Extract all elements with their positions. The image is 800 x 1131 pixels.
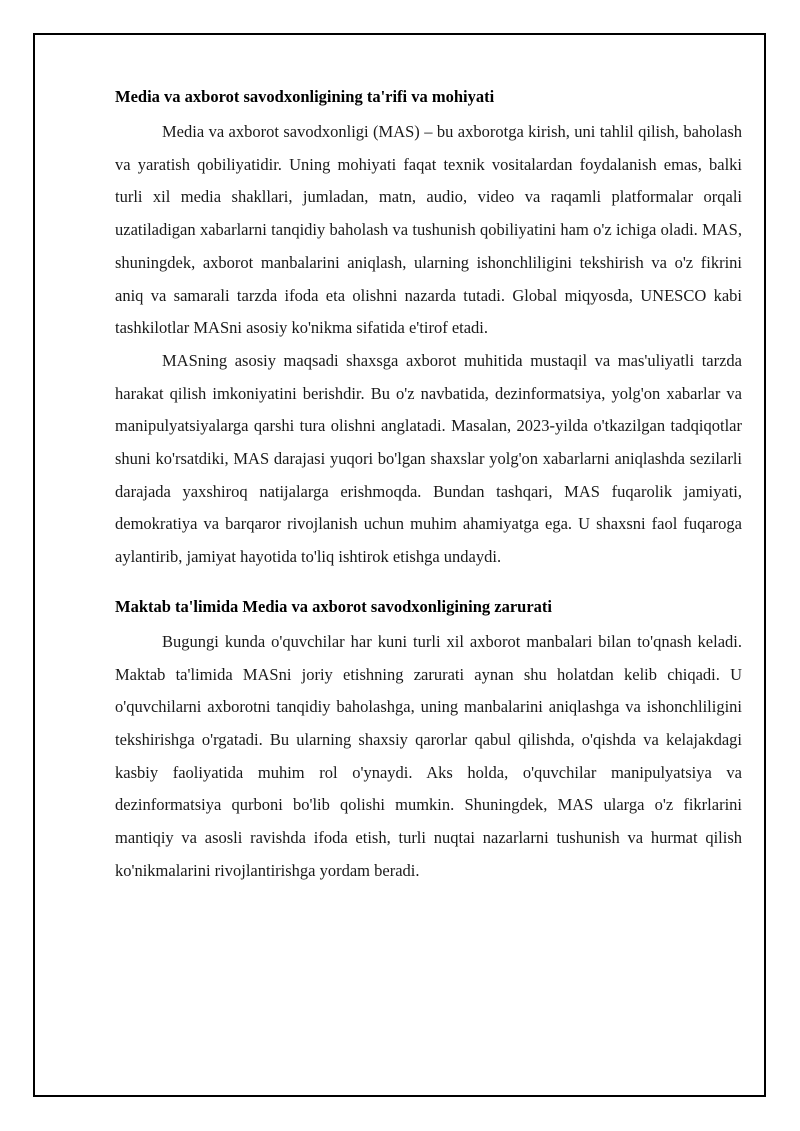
document-body (115, 86, 742, 887)
paragraph-necessity: Bugungi kunda o'quvchilar har kuni turli xil axborot manbalari bilan to'qnash keladi. Maktab ta'limida MASni joriy etishning zarurati aynan shu holatdan kelib chiqadi. U o'quvchilarni axborotni tanqidiy baholashga, uning manbalarini aniqlashga va ishonchliligini tekshirishga o'rgatadi. Bu ularning shaxsiy qarorlar qabul qilishda, o'qishda va kelajakdagi kasbiy faoliyatida muhim rol o'ynaydi. Aks holda, o'quvchilar manipulyatsiya va dezinformatsiya qurboni bo'lib qolishi mumkin. Shuningdek, MAS ularga o'z fikrlarini mantiqiy va asosli ravishda ifoda etish, turli nuqtai nazarlarni tushunish va hurmat qilish ko'nikmalarini rivojlantirishga yordam beradi. (115, 631, 742, 880)
paragraph-purpose: MASning asosiy maqsadi shaxsga axborot muhitida mustaqil va mas'uliyatli tarzda harakat qilish imkoniyatini berishdir. Bu o'z navbatida, dezinformatsiya, yolg'on xabarlar va manipulyatsiyalarga qarshi tura olishni anglatadi. Masalan, 2023-yilda o'tkazilgan tadqiqotlar shuni ko'rsatdiki, MAS darajasi yuqori bo'lgan shaxslar yolg'on xabarlarni aniqlashda sezilarli darajada yaxshiroq natijalarga erishmoqda. Bundan tashqari, MAS fuqarolik jamiyati, demokratiya va barqaror rivojlanish uchun muhim ahamiyatga ega. U shaxsni faol fuqaroga aylantirib, jamiyat hayotida to'liq ishtirok etishga undaydi. (115, 350, 742, 567)
paragraph-definition: Media va axborot savodxonligi (MAS) – bu axborotga kirish, uni tahlil qilish, baholash va yaratish qobiliyatidir. Uning mohiyati faqat texnik vositalardan foydalanish emas, balki turli xil media shakllari, jumladan, matn, audio, video va raqamli platformalar orqali uzatiladigan xabarlarni tanqidiy baholash va tushunish qobiliyatini ham o'z ichiga oladi. MAS, shuningdek, axborot manbalarini aniqlash, ularning ishonchliligini tekshirish va o'z fikrini aniq va samarali tarzda ifoda eta olishni nazarda tutadi. Global miqyosda, UNESCO kabi tashkilotlar MASni asosiy ko'nikma sifatida e'tirof etadi. (115, 122, 742, 338)
section-heading-necessity: Maktab ta'limida Media va axborot savodxonligining zarurati (115, 596, 552, 616)
section-heading-definition: Media va axborot savodxonligining ta'rifi va mohiyati (115, 87, 495, 106)
